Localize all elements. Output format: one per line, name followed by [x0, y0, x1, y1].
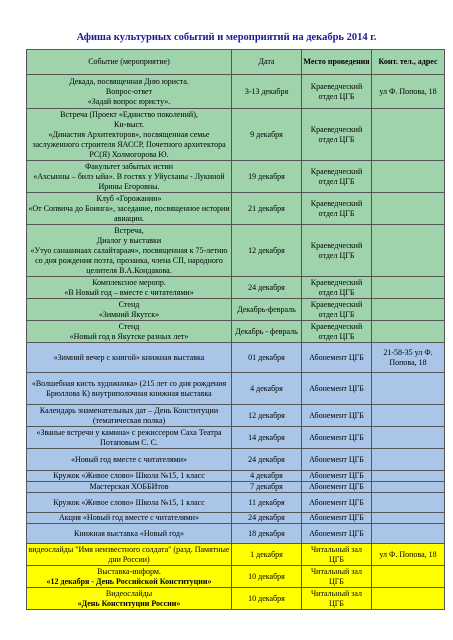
table-row	[27, 524, 445, 544]
contacts-cell	[372, 299, 445, 321]
contacts-cell	[372, 225, 445, 277]
contacts-cell	[372, 109, 445, 161]
date-cell: 10 декабря	[232, 588, 302, 610]
place-cell: Абонемент ЦГБ	[302, 493, 372, 513]
event-cell: Кружок «Живое слово» Школа №15, 1 класс	[27, 471, 232, 482]
table-row	[27, 493, 445, 513]
table-row	[27, 566, 445, 588]
date-cell: 11 декабря	[232, 493, 302, 513]
date-cell: 3-13 декабря	[232, 75, 302, 109]
table-row	[27, 277, 445, 299]
place-cell: Читальный зал ЦГБ	[302, 566, 372, 588]
table-header-row	[27, 50, 445, 75]
date-cell: 12 декабря	[232, 225, 302, 277]
place-cell: Абонемент ЦГБ	[302, 405, 372, 427]
date-cell: 24 декабря	[232, 449, 302, 471]
event-cell: Календарь знаменательных дат – День Конституции (тематическая полка)	[27, 405, 232, 427]
event-cell: Кружок «Живое слово» Школа №15, 1 класс	[27, 493, 232, 513]
table-row	[27, 109, 445, 161]
header-place: Место проведения	[302, 50, 372, 75]
contacts-cell	[372, 513, 445, 524]
event-cell: «Волшебная кисть художника» (215 лет со дня рождения Брюллова К) внутриполочная книжная выставка	[27, 373, 232, 405]
date-cell: 21 декабря	[232, 193, 302, 225]
contacts-cell	[372, 482, 445, 493]
table-row	[27, 513, 445, 524]
event-cell: Стенд «Новый год в Якутске разных лет»	[27, 321, 232, 343]
event-cell: Встреча (Проект «Единство поколений), Кн-выст. «Династия Архитекторов», посвященная семье заслуженного строителя ЯАССР, Почетного архитектора РС(Я) Холмогорова Ю.	[27, 109, 232, 161]
event-cell: «Зимний вечер с книгой» книжная выставка	[27, 343, 232, 373]
table-row	[27, 544, 445, 566]
place-cell: Краеведческий отдел ЦГБ	[302, 321, 372, 343]
date-cell: 1 декабря	[232, 544, 302, 566]
date-cell: 01 декабря	[232, 343, 302, 373]
date-cell: 24 декабря	[232, 277, 302, 299]
place-cell: Краеведческий отдел ЦГБ	[302, 225, 372, 277]
contacts-cell	[372, 471, 445, 482]
table-row	[27, 75, 445, 109]
place-cell: Краеведческий отдел ЦГБ	[302, 193, 372, 225]
date-cell: 4 декабря	[232, 471, 302, 482]
event-cell: Клуб «Горожанин» «От Сопвича до Боинга», заседание, посвященное истории авиации.	[28, 193, 230, 223]
table-row	[27, 449, 445, 471]
event-cell: «Новый год вместе с читателями»	[27, 449, 232, 471]
date-cell: 19 декабря	[232, 161, 302, 193]
date-cell: 24 декабря	[232, 513, 302, 524]
event-cell: видеослайды "Имя неизвестного солдата" (разд. Памятные дни России)	[27, 544, 232, 566]
event-cell: Книжная выставка «Новый год»	[27, 524, 232, 544]
events-table	[26, 49, 445, 610]
contacts-cell: 21-58-35 ул Ф. Попова, 18	[372, 343, 445, 373]
place-cell: Краеведческий отдел ЦГБ	[302, 75, 372, 109]
table-row	[27, 405, 445, 427]
date-cell: 12 декабря	[232, 405, 302, 427]
place-cell: Абонемент ЦГБ	[302, 343, 372, 373]
place-cell: Абонемент ЦГБ	[302, 373, 372, 405]
date-cell: 18 декабря	[232, 524, 302, 544]
date-cell: Декабрь-февраль	[232, 299, 302, 321]
place-cell: Читальный зал ЦГБ	[302, 544, 372, 566]
contacts-cell: ул Ф. Попова, 18	[372, 544, 445, 566]
date-cell: 4 декабря	[232, 373, 302, 405]
contacts-cell	[372, 427, 445, 449]
event-cell: Акция «Новый год вместе с читателями»	[27, 513, 232, 524]
header-event: Событие (мероприятие)	[27, 50, 232, 75]
contacts-cell	[372, 373, 445, 405]
contacts-cell	[372, 193, 445, 225]
contacts-cell	[372, 161, 445, 193]
date-cell: 9 декабря	[232, 109, 302, 161]
date-cell: 10 декабря	[232, 566, 302, 588]
place-cell: Краеведческий отдел ЦГБ	[302, 299, 372, 321]
table-row	[27, 482, 445, 493]
contacts-cell	[372, 321, 445, 343]
contacts-cell	[372, 449, 445, 471]
event-cell: Стенд «Зимний Якутск»	[27, 299, 232, 321]
place-cell: Краеведческий отдел ЦГБ	[302, 161, 372, 193]
place-cell: Абонемент ЦГБ	[302, 524, 372, 544]
table-row	[27, 299, 445, 321]
contacts-cell: ул Ф. Попова, 18	[372, 75, 445, 109]
place-cell: Абонемент ЦГБ	[302, 513, 372, 524]
event-cell: «Званые встречи у камина» с режиссером Саха Театра Потаповым С. С.	[27, 427, 232, 449]
event-cell: Декада, посвященная Дню юриста. Вопрос-ответ «Задай вопрос юристу».	[27, 75, 232, 109]
table-row	[27, 193, 445, 225]
place-cell: Абонемент ЦГБ	[302, 427, 372, 449]
table-row	[27, 373, 445, 405]
table-row	[27, 343, 445, 373]
contacts-cell	[372, 277, 445, 299]
date-cell: 7 декабря	[232, 482, 302, 493]
event-cell: Мастерская ХОББИтов	[27, 482, 232, 493]
table-row	[27, 427, 445, 449]
contacts-cell	[372, 524, 445, 544]
event-cell: Выставка-информ. «12 декабря - День Российской Конституции»	[27, 566, 232, 588]
place-cell: Краеведческий отдел ЦГБ	[302, 277, 372, 299]
date-cell: Декабрь - февраль	[232, 321, 302, 343]
table-row	[27, 471, 445, 482]
contacts-cell	[372, 588, 445, 610]
contacts-cell	[372, 405, 445, 427]
event-cell: Встреча, Диалог у выставки «Утуо санааннаах салайтараач», посвященная к 75-летию со дня рождения поэта, прозаика, члена СП, народного целителя В.А.Кондакова.	[27, 225, 232, 277]
place-cell: Абонемент ЦГБ	[302, 471, 372, 482]
header-contacts: Конт. тел., адрес	[372, 50, 445, 75]
place-cell: Читальный зал ЦГБ	[302, 588, 372, 610]
page-title: Афиша культурных событий и мероприятий на декабрь 2014 г.	[76, 32, 377, 43]
event-cell: Видеослайды «День Конституции России»	[27, 588, 232, 610]
table-row	[27, 225, 445, 277]
table-row	[27, 321, 445, 343]
table-row	[27, 161, 445, 193]
place-cell: Краеведческий отдел ЦГБ	[302, 109, 372, 161]
contacts-cell	[372, 493, 445, 513]
contacts-cell	[372, 566, 445, 588]
header-date: Дата	[232, 50, 302, 75]
place-cell: Абонемент ЦГБ	[302, 482, 372, 493]
table-row	[27, 588, 445, 610]
event-cell: Комплексное меропр. «В Новый год – вместе с читателями»	[27, 277, 232, 299]
event-cell: Факультет забытых истин «Ахсынны – билэ ыйа». В гостях у Уйусханы - Лукиной Ирины Егоровны.	[27, 161, 232, 193]
date-cell: 14 декабря	[232, 427, 302, 449]
place-cell: Абонемент ЦГБ	[302, 449, 372, 471]
